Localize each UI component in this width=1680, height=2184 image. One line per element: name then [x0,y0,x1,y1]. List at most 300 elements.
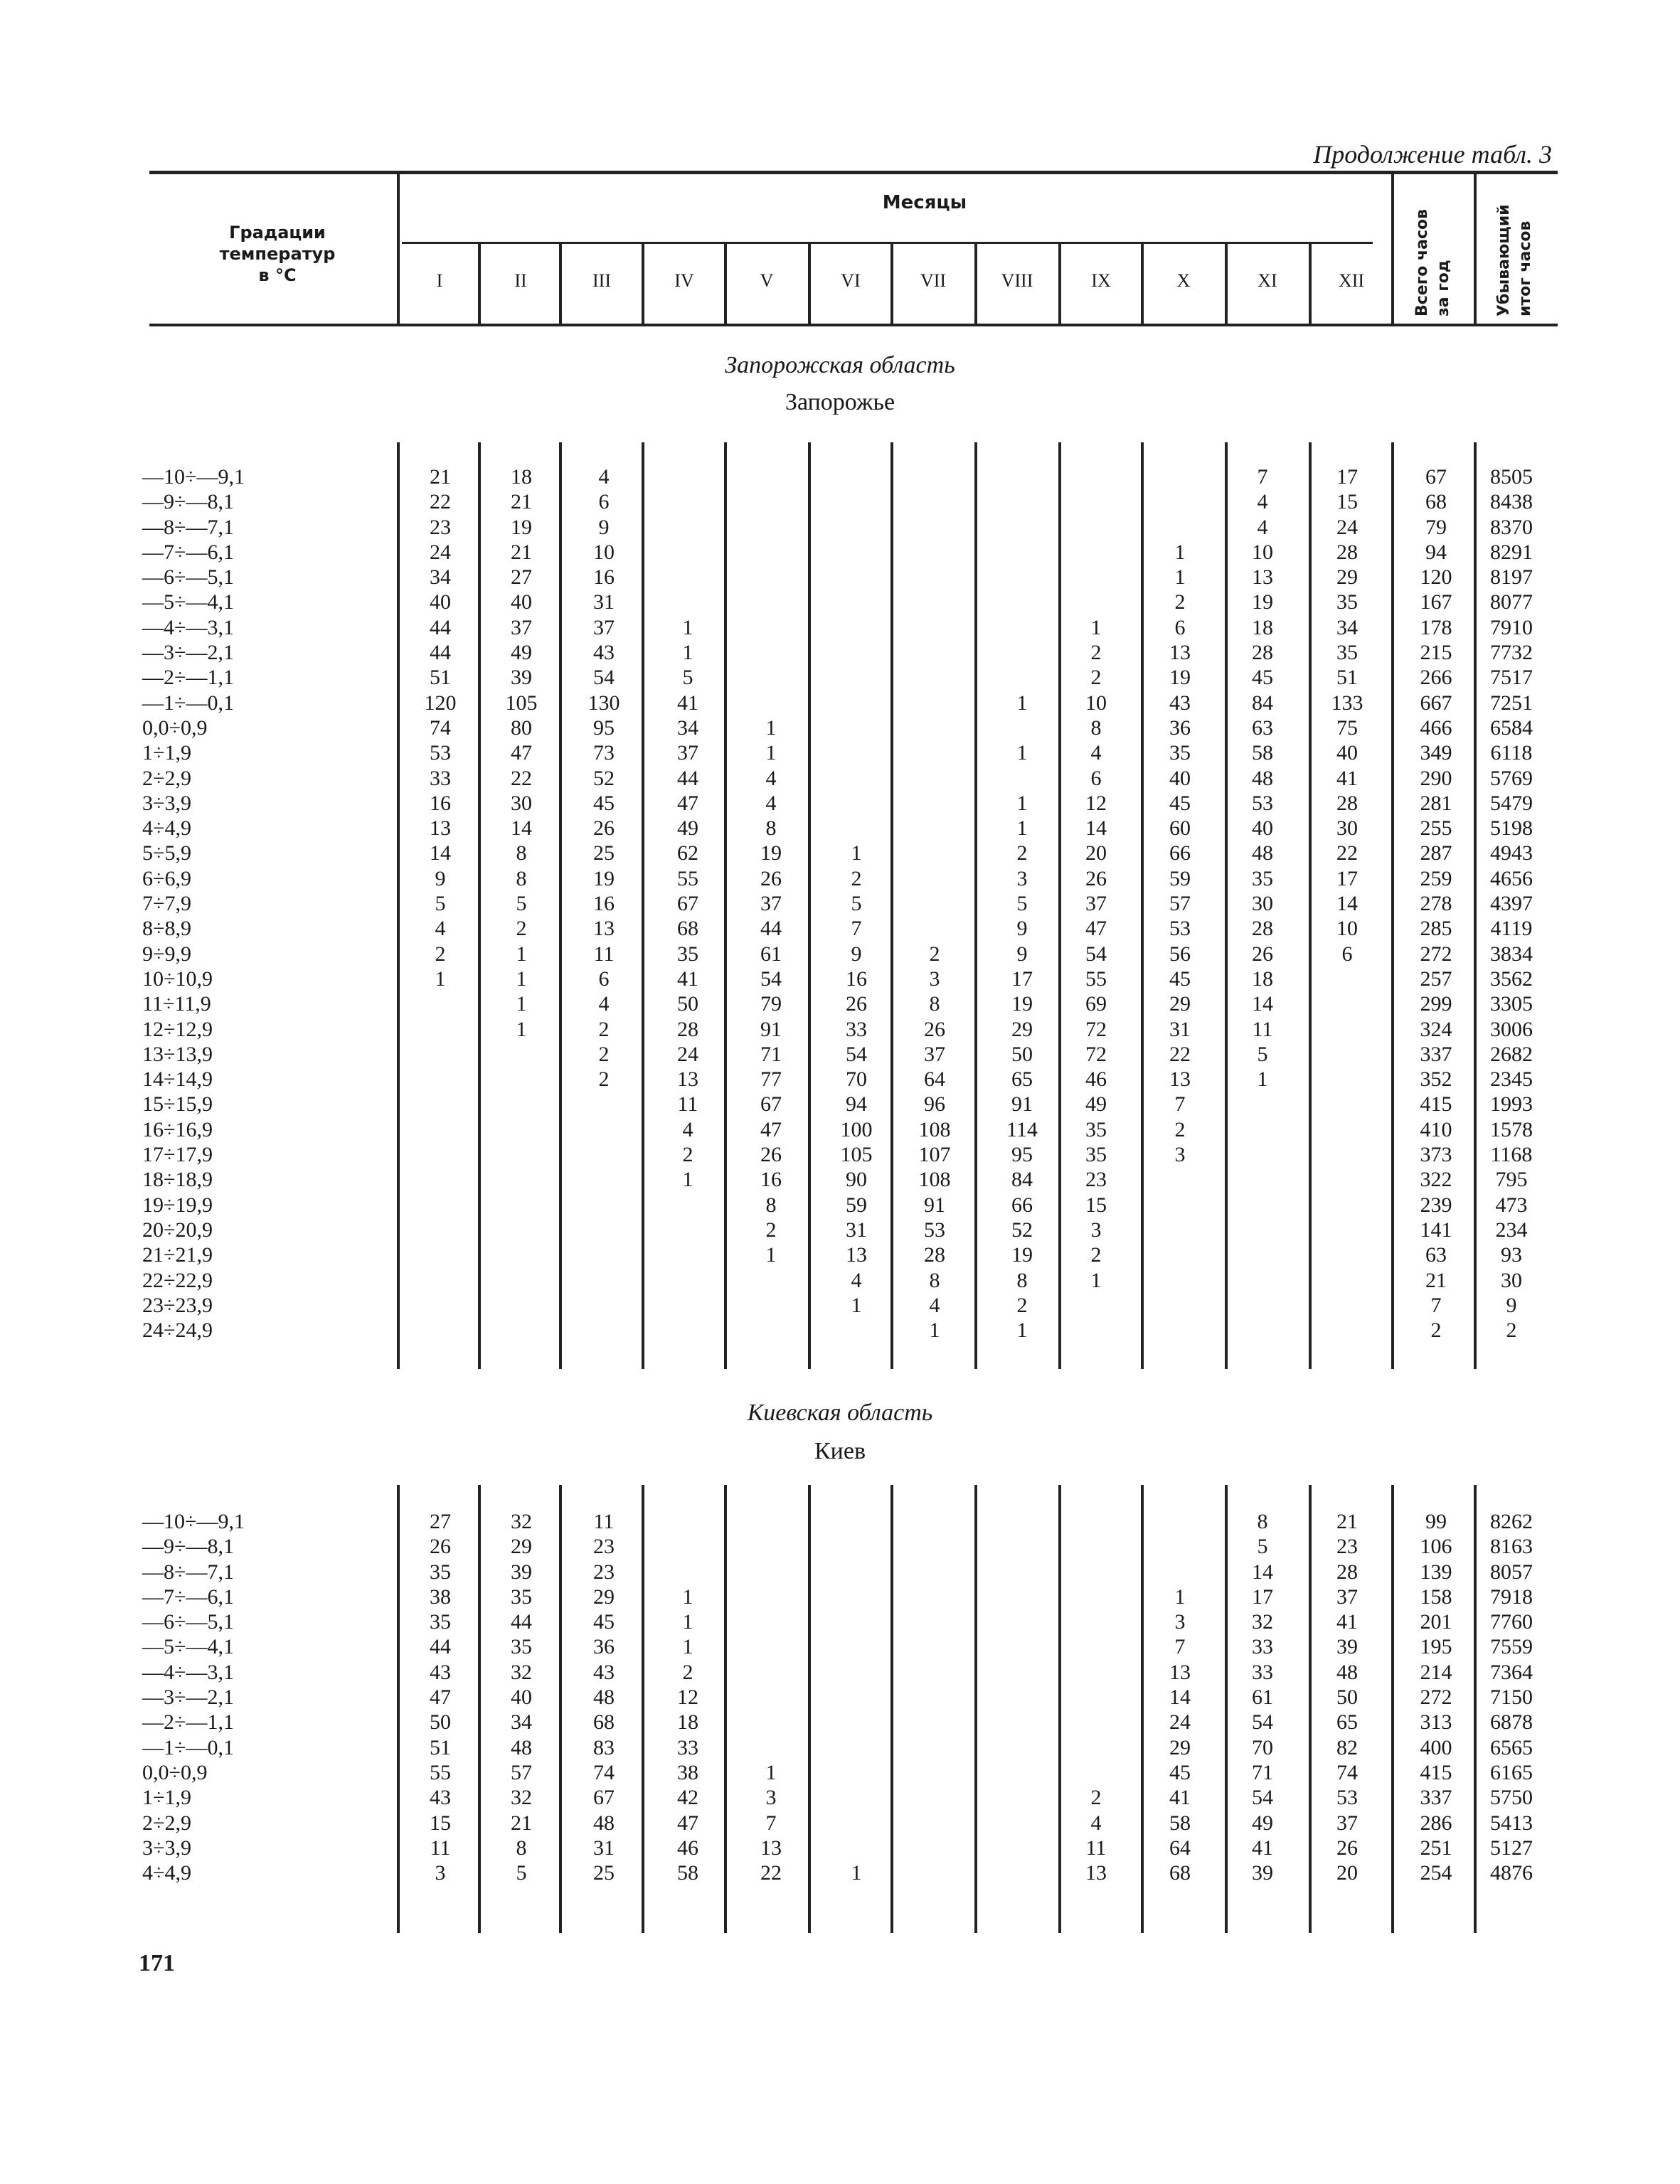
table-cell: 79 [760,992,782,1016]
table-cell: 201 [1420,1610,1452,1634]
table-cell [732,665,810,690]
table-cell [732,1318,810,1343]
table-cell: 8077 [1490,590,1533,614]
table-cell: 50 [1336,1685,1358,1710]
table-cell [649,1293,727,1318]
table-cell [895,1534,974,1559]
table-cell: 15 [1336,490,1358,514]
table-cell [895,1811,974,1836]
table-cell: 287 [1420,841,1452,865]
table-cell [817,1634,895,1659]
header-column-rule [1141,243,1144,324]
table-cell [732,1634,810,1659]
table-cell [1223,1092,1302,1117]
table-cell: 17 [1336,465,1358,489]
gradation-label: 19÷19,9 [142,1193,213,1217]
table-cell: 50 [1011,1042,1033,1066]
table-cell [732,615,810,640]
table-cell [649,590,727,614]
table-cell [817,640,895,665]
table-cell: 1 [1174,1584,1186,1609]
header-month-3: III [592,270,611,291]
table-cell: 120 [424,691,457,715]
table-cell: 158 [1420,1584,1452,1609]
table-cell: 63 [1425,1243,1447,1267]
table-cell [565,1268,643,1293]
table-cell [401,991,479,1016]
table-cell: 3 [1090,1218,1102,1242]
table-cell [482,1293,560,1318]
table-cell: 8 [1016,1268,1028,1292]
table-cell: 73 [593,741,615,765]
header-month-6: VI [841,270,861,291]
table-cell: 29 [1169,1735,1191,1759]
table-cell [565,1242,643,1267]
table-cell [1057,1660,1135,1685]
table-cell [401,1167,479,1192]
gradation-label: —4÷—3,1 [142,615,234,639]
table-cell [983,1836,1061,1860]
table-cell: 47 [511,741,532,765]
table-cell: 10 [593,540,615,564]
gradation-label: —1÷—0,1 [142,1735,234,1759]
table-cell: 26 [924,1017,945,1041]
table-cell: 59 [846,1193,867,1217]
table-cell: 11 [1252,1017,1273,1041]
table-cell [1223,1218,1302,1242]
table-cell [895,640,974,665]
table-cell: 61 [1252,1685,1273,1710]
table-cell [1057,464,1135,489]
table-cell: 105 [840,1143,873,1167]
table-cell: 6 [1174,615,1186,639]
data-column-3 [565,1509,643,1885]
table-cell: 58 [677,1861,698,1885]
table-cell [482,1318,560,1343]
table-cell: 35 [511,1584,532,1609]
data-column-10 [1141,464,1219,1343]
table-cell: 29 [1169,992,1191,1016]
header-column-rule [808,243,811,324]
table-cell: 8 [1090,715,1102,740]
table-cell: 49 [511,641,532,665]
table-cell: 322 [1420,1168,1452,1192]
table-cell: 8505 [1490,465,1533,489]
table-cell: 2 [682,1660,693,1684]
table-cell [732,1293,810,1318]
table-cell [983,1534,1061,1559]
table-cell: 44 [760,917,782,941]
table-cell [1057,1509,1135,1534]
data-column-3 [565,464,643,1343]
data-column-1 [401,464,479,1343]
table-cell [1308,1293,1386,1318]
table-cell: 79 [1425,515,1447,539]
gradation-label: —2÷—1,1 [142,666,234,690]
table-cell [649,1509,727,1534]
table-cell [1223,1293,1302,1318]
table-cell: 7 [851,917,862,941]
table-cell [732,1560,810,1584]
table-cell [895,791,974,816]
table-cell: 9 [598,515,610,539]
table-cell: 43 [430,1786,451,1810]
data-column-5 [732,1509,810,1885]
table-cell: 272 [1420,1685,1452,1710]
table-cell: 8163 [1490,1535,1533,1559]
table-cell [983,1760,1061,1785]
table-cell: 2 [765,1218,777,1242]
table-cell [817,515,895,540]
table-cell: 29 [593,1584,615,1609]
table-cell [732,640,810,665]
table-cell: 8 [765,1193,777,1217]
table-cell: 28 [1336,1560,1358,1584]
table-cell: 7559 [1490,1635,1533,1659]
table-cell: 4 [1257,490,1268,514]
header-top-rule [149,171,1558,174]
table-cell [1141,1167,1219,1192]
table-cell: 24 [1336,515,1358,539]
table-cell: 82 [1336,1735,1358,1759]
table-cell [983,615,1061,640]
table-cell: 11 [593,942,615,966]
table-cell: 35 [1169,741,1191,765]
table-cell: 35 [430,1560,451,1584]
table-cell [732,1268,810,1293]
column-rule [1391,442,1394,1369]
table-cell [895,766,974,791]
table-cell: 22 [1336,841,1358,865]
table-cell: 45 [1252,666,1273,690]
gradation-label: —3÷—2,1 [142,1685,234,1710]
table-cell: 2 [598,1067,610,1092]
table-cell: 51 [430,666,451,690]
table-cell [1141,1242,1219,1267]
table-cell: 6584 [1490,715,1533,740]
data-column-12 [1308,464,1386,1343]
table-cell: 352 [1420,1067,1452,1092]
table-cell [817,1735,895,1760]
table-cell: 9 [1016,917,1028,941]
table-cell [983,1609,1061,1634]
table-cell: 19 [1011,992,1033,1016]
gradation-label: 1÷1,9 [142,1786,191,1810]
table-cell: 26 [593,816,615,841]
table-cell: 34 [677,715,698,740]
table-cell: 1 [1016,1319,1028,1343]
table-cell [895,1710,974,1735]
table-cell [482,1268,560,1293]
table-cell: 8 [516,866,527,890]
table-cell: 17 [1252,1584,1273,1609]
table-cell: 35 [1336,641,1358,665]
table-cell [817,791,895,816]
table-cell: 36 [593,1635,615,1659]
table-cell: 39 [1252,1861,1273,1885]
table-cell: 108 [918,1168,951,1192]
table-cell [1057,590,1135,614]
gradation-label: 2÷2,9 [142,766,191,790]
table-cell [649,1218,727,1242]
table-cell [983,1735,1061,1760]
data-column-1 [401,1509,479,1885]
column-rule [397,1485,400,1933]
table-cell [482,1242,560,1267]
table-cell: 3834 [1490,942,1533,966]
table-cell: 59 [1169,866,1191,890]
table-cell [482,1167,560,1192]
table-cell: 32 [1252,1610,1273,1634]
table-cell [983,665,1061,690]
column-rule [974,1485,977,1933]
header-column-rule [1474,174,1477,324]
table-cell [1057,565,1135,590]
table-cell: 38 [677,1760,698,1784]
table-cell: 13 [677,1067,698,1092]
table-cell [1308,1193,1386,1218]
header-column-rule [397,174,400,324]
table-cell: 48 [1252,766,1273,790]
table-cell [482,1067,560,1092]
table-cell: 34 [430,565,451,590]
table-cell: 2 [682,1143,693,1167]
table-cell: 53 [1252,791,1273,815]
table-cell: 415 [1420,1092,1452,1117]
table-cell [895,1634,974,1659]
table-cell: 3006 [1490,1017,1533,1041]
table-cell: 57 [1169,892,1191,916]
table-cell: 2 [516,917,527,941]
table-cell [983,766,1061,791]
table-cell [817,1560,895,1584]
table-cell: 45 [593,1610,615,1634]
table-cell: 46 [1085,1067,1107,1092]
table-cell: 44 [430,615,451,639]
table-cell: 41 [1336,766,1358,790]
table-cell [565,1318,643,1343]
table-cell: 5127 [1490,1836,1533,1860]
table-cell [401,1293,479,1318]
gradation-label: 9÷9,9 [142,942,191,966]
table-cell: 19 [1169,666,1191,690]
table-cell: 42 [677,1786,698,1810]
gradation-label: 20÷20,9 [142,1218,213,1242]
table-cell: 47 [760,1117,782,1141]
table-cell: 49 [1252,1811,1273,1835]
table-cell: 2 [1506,1319,1517,1343]
table-cell: 234 [1495,1218,1528,1242]
data-column-13 [1397,1509,1475,1885]
table-cell: 37 [677,741,698,765]
gradation-label: 4÷4,9 [142,816,191,841]
data-column-14 [1472,464,1551,1343]
table-cell: 68 [1169,1861,1191,1885]
table-cell: 26 [1336,1836,1358,1860]
header-column-rule [1391,174,1394,324]
table-cell [1141,489,1219,514]
table-cell: 4 [598,465,610,489]
table-cell [732,489,810,514]
table-cell [983,1710,1061,1735]
table-cell: 34 [511,1710,532,1735]
table-cell: 7 [1430,1293,1442,1317]
table-cell: 2 [435,942,446,966]
table-cell: 45 [593,791,615,815]
data-column-12 [1308,1509,1386,1885]
table-cell [649,565,727,590]
table-cell: 29 [1336,565,1358,590]
header-column-rule [724,243,727,324]
data-column-7 [895,464,974,1343]
table-cell [983,715,1061,740]
table-cell: 80 [511,715,532,740]
table-cell [565,1167,643,1192]
header-cumulative-hours: Убывающий итог часов [1495,204,1534,316]
data-column-6 [817,464,895,1343]
table-cell: 2 [598,1042,610,1066]
table-cell: 255 [1420,816,1452,841]
header-column-rule [890,243,893,324]
table-cell: 178 [1420,615,1452,639]
header-month-9: IX [1091,270,1111,291]
table-cell: 1993 [1490,1092,1533,1117]
table-cell [895,1509,974,1534]
region-title-zaporozhye: Запорожская область [725,352,955,378]
table-cell: 7910 [1490,615,1533,639]
table-cell: 40 [511,1685,532,1710]
table-cell [895,691,974,715]
table-cell: 1 [682,1635,693,1659]
table-cell [983,1660,1061,1685]
table-cell: 133 [1331,691,1363,715]
table-cell [895,841,974,865]
table-cell [401,1142,479,1167]
table-cell: 71 [760,1042,782,1066]
table-cell: 259 [1420,866,1452,890]
table-cell: 7 [765,1811,777,1835]
table-cell: 4876 [1490,1861,1533,1885]
table-cell: 36 [1169,715,1191,740]
table-cell [1308,966,1386,991]
table-cell [895,1685,974,1710]
table-cell [895,1760,974,1785]
table-cell [732,464,810,489]
table-cell: 466 [1420,715,1452,740]
table-cell: 19 [593,866,615,890]
table-cell: 56 [1169,942,1191,966]
table-cell: 272 [1420,942,1452,966]
table-cell: 24 [677,1042,698,1066]
table-cell: 6165 [1490,1760,1533,1784]
table-cell: 2 [929,942,940,966]
table-cell [817,691,895,715]
data-column-7 [895,1509,974,1885]
table-cell: 18 [1252,966,1273,991]
table-cell [1308,1218,1386,1242]
table-cell: 27 [511,565,532,590]
table-cell: 37 [1336,1811,1358,1835]
table-cell: 5 [682,666,693,690]
table-cell: 54 [846,1042,867,1066]
table-cell: 4397 [1490,892,1533,916]
table-cell [732,1710,810,1735]
table-cell [732,540,810,565]
table-cell [817,1660,895,1685]
table-cell: 35 [677,942,698,966]
table-cell [401,1067,479,1092]
table-cell [895,1836,974,1860]
gradation-label: 6÷6,9 [142,866,191,890]
table-cell: 31 [593,590,615,614]
table-cell: 2 [1090,641,1102,665]
table-cell: 22 [430,490,451,514]
table-cell: 5 [851,892,862,916]
table-cell: 1 [1016,791,1028,815]
table-cell: 11 [430,1836,451,1860]
table-cell: 7760 [1490,1610,1533,1634]
table-cell: 1168 [1490,1143,1533,1167]
table-cell: 28 [1336,791,1358,815]
table-cell: 14 [1085,816,1107,841]
table-cell [983,1634,1061,1659]
column-rule [397,442,400,1369]
table-cell [895,665,974,690]
table-cell: 7732 [1490,641,1533,665]
table-cell: 13 [1169,1067,1191,1092]
table-cell [732,515,810,540]
table-cell: 14 [1336,892,1358,916]
table-cell [895,1560,974,1584]
table-cell [817,1609,895,1634]
table-cell: 50 [430,1710,451,1735]
table-cell: 37 [760,892,782,916]
table-cell: 2 [1016,1293,1028,1317]
table-cell: 44 [430,1635,451,1659]
table-cell [482,1218,560,1242]
table-cell: 1 [1016,691,1028,715]
table-cell [895,1785,974,1810]
table-cell: 28 [677,1017,698,1041]
header-column-rule [974,243,977,324]
gradation-label: 10÷10,9 [142,966,213,991]
table-cell: 114 [1006,1117,1038,1141]
table-cell: 37 [1336,1584,1358,1609]
table-cell: 2 [851,866,862,890]
table-cell [983,540,1061,565]
table-cell: 51 [1336,666,1358,690]
table-cell: 32 [511,1786,532,1810]
table-cell: 17 [1011,966,1033,991]
table-cell [401,1218,479,1242]
table-cell [817,1760,895,1785]
table-cell [817,1785,895,1810]
gradation-label: 1÷1,9 [142,741,191,765]
table-cell: 14 [1252,992,1273,1016]
table-cell: 90 [846,1168,867,1192]
table-cell: 68 [677,917,698,941]
table-cell: 107 [918,1143,951,1167]
table-cell: 2 [1090,1786,1102,1810]
table-cell: 3562 [1490,966,1533,991]
table-cell: 473 [1495,1193,1528,1217]
table-cell: 40 [1336,741,1358,765]
table-cell: 2 [1090,1243,1102,1267]
table-cell: 40 [511,590,532,614]
table-cell [895,540,974,565]
table-cell: 10 [1085,691,1107,715]
table-cell: 19 [1011,1243,1033,1267]
